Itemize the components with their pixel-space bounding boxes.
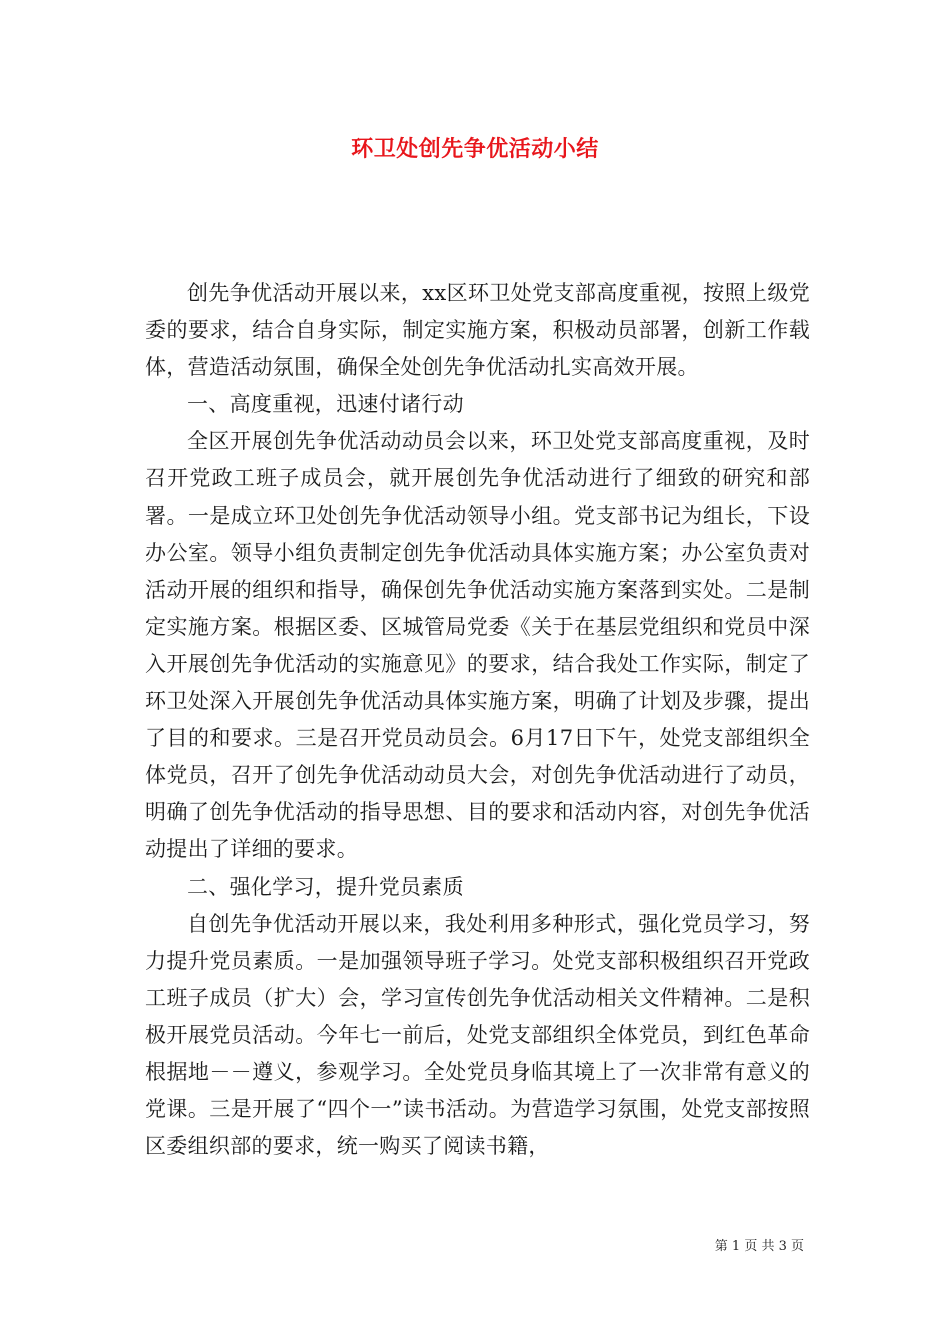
paragraph-section-1: 全区开展创先争优活动动员会以来，环卫处党支部高度重视，及时召开党政工班子成员会，就开展创先争优活动进行了细致的研究和部署。一是成立环卫处创先争优活动领导小组。党支部书记为组长，下设办公室。领导小组负责制定创先争优活动具体实施方案；办公室负责对活动开展的组织和指导，确保创先争优活动实施方案落到实处。二是制定实施方案。根据区委、区城管局党委《关于在基层党组织和党员中深入开展创先争优活动的实施意见》的要求，结合我处工作实际，制定了环卫处深入开展创先争优活动具体实施方案，明确了计划及步骤，提出了目的和要求。三是召开党员动员会。6月17日下午，处党支部组织全体党员，召开了创先争优活动动员大会，对创先争优活动进行了动员，明确了创先争优活动的指导思想、目的要求和活动内容，对创先争优活动提出了详细的要求。 [145,429,810,862]
section-heading-1: 一、高度重视，迅速付诸行动 [187,392,464,417]
section-heading-2: 二、强化学习，提升党员素质 [187,874,464,899]
paragraph-intro: 创先争优活动开展以来，xx区环卫处党支部高度重视，按照上级党委的要求，结合自身实际，制定实施方案，积极动员部署，创新工作载体，营造活动氛围，确保全处创先争优活动扎实高效开展。 [145,281,810,380]
page-number-footer: 第 1 页 共 3 页 [714,1239,804,1254]
document-title: 环卫处创先争优活动小结 [351,136,599,162]
paragraph-section-2: 自创先争优活动开展以来，我处利用多种形式，强化党员学习，努力提升党员素质。一是加强领导班子学习。处党支部积极组织召开党政工班子成员（扩大）会，学习宣传创先争优活动相关文件精神。二是积极开展党员活动。今年七一前后，处党支部组织全体党员，到红色革命根据地－－遵义，参观学习。全处党员身临其境上了一次非常有意义的党课。三是开展了“四个一”读书活动。为营造学习氛围，处党支部按照区委组织部的要求，统一购买了阅读书籍， [145,911,810,1159]
document-body [145,275,810,1165]
